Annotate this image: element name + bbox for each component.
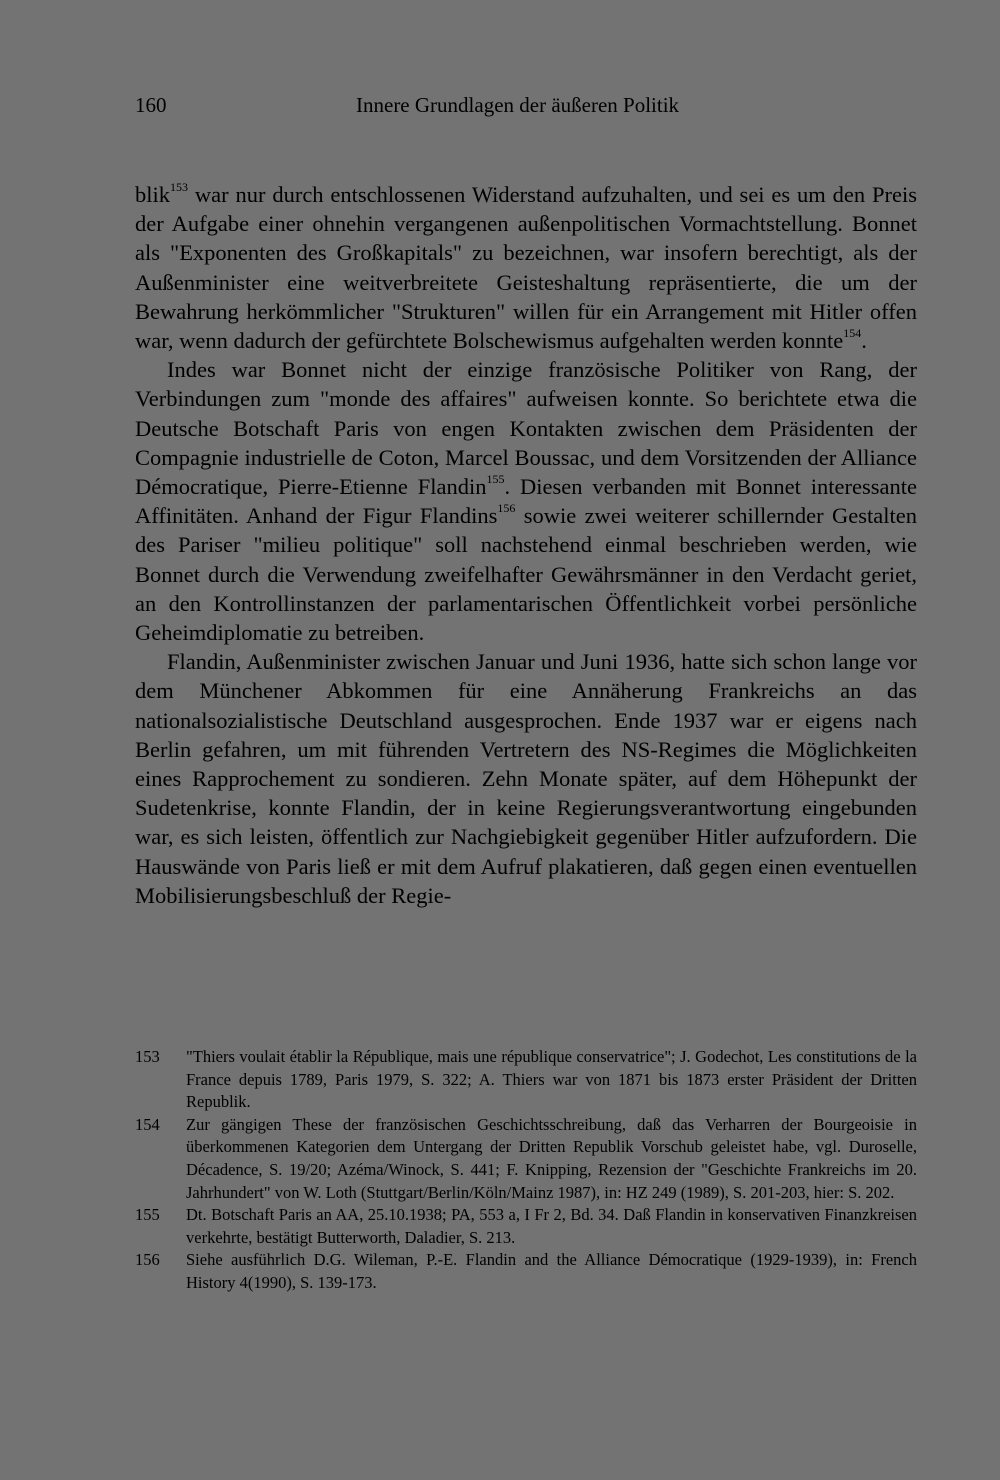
footnote-text: Zur gängigen These der französischen Geschichtsschreibung, daß das Verharren der Bourgeoisie in überkommenen Kategorien dem Untergang der Dritten Republik Vorschub geleistet habe, vgl. Duroselle, Décadence, S. 19/20; Azéma/Winock, S. 441; F. Knipping, Rezension der "Geschichte Frankreichs im 20. Jahrhundert" von W. Loth (Stuttgart/Berlin/Köln/Mainz 1987), in: HZ 249 (1989), S. 201-203, hier: S. 202. bbox=[186, 1114, 917, 1202]
paragraph bbox=[135, 647, 917, 910]
footnote bbox=[135, 1046, 917, 1114]
footnote-text: "Thiers voulait établir la République, mais une république conservatrice"; J. Godechot, Les constitutions de la France depuis 1789, Paris 1979, S. 322; A. Thiers war von 1871 bis 1873 erster Präsident der Dritten Republik. bbox=[186, 1047, 917, 1112]
footnote-ref: 153 bbox=[170, 179, 189, 194]
footnote-text: Siehe ausführlich D.G. Wileman, P.-E. Flandin and the Alliance Démocratique (1929-1939), in: French History 4(1990), S. 139-173. bbox=[186, 1250, 917, 1292]
footnote-ref: 155 bbox=[486, 471, 505, 486]
paragraph bbox=[135, 355, 917, 647]
footnote-text: Dt. Botschaft Paris an AA, 25.10.1938; PA, 553 a, I Fr 2, Bd. 34. Daß Flandin in konservativen Finanzkreisen verkehrte, bestätigt Butterworth, Daladier, S. 213. bbox=[186, 1205, 917, 1247]
text-run: . bbox=[861, 328, 867, 354]
text-run: war nur durch entschlossenen Widerstand aufzuhalten, und sei es um den Preis der Aufgabe einer ohnehin vergangenen außenpolitischen Vormachtstellung. Bonnet als "Exponenten des Großkapitals" zu bezeichnen, war insofern berechtigt, als der Außenminister eine weitverbreitete Geisteshaltung repräsentierte, die um der Bewahrung herkömmlicher "Strukturen" willen für ein Arrangement mit Hitler offen war, wenn dadurch der gefürchtete Bolschewismus aufgehalten werden konnte bbox=[135, 182, 917, 354]
text-run: Flandin, Außenminister zwischen Januar und Juni 1936, hatte sich schon lange vor dem Münchener Abkommen für eine Annäherung Frankreichs an das nationalsozialistische Deutschland ausgesprochen. Ende 1937 war er eigens nach Berlin gefahren, um mit führenden Vertretern des NS-Regimes die Möglichkeiten eines Rapprochement zu sondieren. Zehn Monate später, auf dem Höhepunkt der Sudetenkrise, konnte Flandin, der in keine Regierungsverantwortung eingebunden war, es sich leisten, öffentlich zur Nachgiebigkeit gegenüber Hitler aufzufordern. Die Hauswände von Paris ließ er mit dem Aufruf plakatieren, daß gegen einen eventuellen Mobilisierungsbeschluß der Regie- bbox=[135, 649, 917, 908]
text-run: sowie zwei weiterer schillernder Gestalten des Pariser "milieu politique" soll nachstehend einmal beschrieben werden, wie Bonnet durch die Verwendung zweifelhafter Gewährsmänner in den Verdacht geriet, an den Kontrollinstanzen der parlamentarischen Öffentlichkeit vorbei persönliche Geheimdiplomatie zu betreiben. bbox=[135, 503, 917, 646]
footnote bbox=[135, 1114, 917, 1204]
footnote-ref: 156 bbox=[497, 500, 516, 515]
text-run: blik bbox=[135, 182, 171, 207]
text-run: . Diesen verbanden mit Bonnet interessante Affinitäten. Anhand der Figur Flandins bbox=[135, 474, 917, 529]
running-title: Innere Grundlagen der äußeren Politik bbox=[356, 93, 680, 117]
footnote-number: 153 bbox=[135, 1047, 160, 1066]
page-number: 160 bbox=[135, 93, 167, 117]
main-text bbox=[135, 180, 917, 910]
paragraph bbox=[135, 180, 917, 355]
footnotes bbox=[135, 1046, 917, 1295]
footnote-ref: 154 bbox=[843, 325, 862, 340]
page-header bbox=[135, 93, 917, 123]
text-run: Indes war Bonnet nicht der einzige französische Politiker von Rang, der Verbindungen zum "monde des affaires" aufweisen konnte. So berichtete etwa die Deutsche Botschaft Paris von engen Kontakten zwischen dem Präsidenten der Compagnie industrielle de Coton, Marcel Boussac, und dem Vorsitzenden der Alliance Démocratique, Pierre-Etienne Flandin bbox=[135, 357, 917, 500]
footnote bbox=[135, 1204, 917, 1249]
footnote bbox=[135, 1249, 917, 1294]
footnote-number: 156 bbox=[135, 1250, 160, 1270]
footnote-number: 154 bbox=[135, 1114, 160, 1134]
footnote-number: 155 bbox=[135, 1205, 160, 1225]
